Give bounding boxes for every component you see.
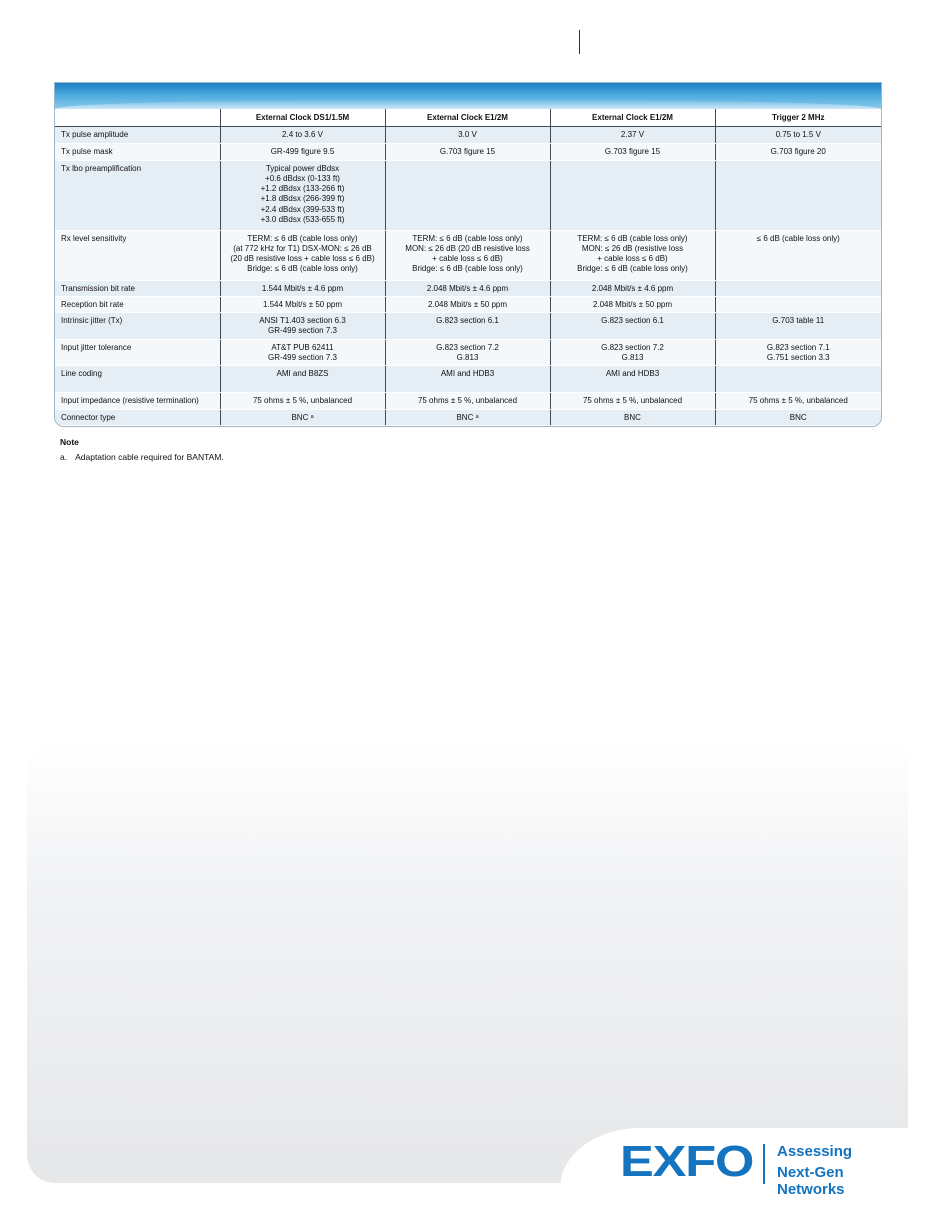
cell-line: G.823 section 7.2 [436, 342, 499, 352]
cell-line: (at 772 kHz for T1) DSX-MON: ≤ 26 dB [233, 243, 372, 253]
cell-line: G.813 [456, 353, 479, 363]
table-cell [385, 127, 550, 144]
table-cell [550, 230, 715, 280]
table-cell [385, 230, 550, 280]
table-cell [715, 409, 881, 425]
table-row [55, 144, 881, 160]
note-title: Note [60, 437, 79, 447]
note-marker: a. [60, 452, 68, 462]
table-cell [220, 230, 385, 280]
cell-line: 75 ohms ± 5 %, unbalanced [252, 396, 353, 406]
table-cell [385, 313, 550, 340]
logo-wordmark: EXFO [620, 1137, 754, 1186]
cell-line: G.823 section 7.1 [766, 342, 830, 352]
cell-line: +1.2 dBdsx (133-266 ft) [260, 184, 345, 194]
table-cell [715, 296, 881, 312]
row-label: Rx level sensitivity [55, 230, 220, 280]
cell-line: GR-499 section 7.3 [268, 353, 337, 363]
table-row [55, 366, 881, 393]
cell-line: AMI and HDB3 [440, 369, 495, 379]
cell-line: + cable loss ≤ 6 dB) [597, 254, 668, 264]
cell-line: 2.37 V [620, 130, 645, 140]
cell-line: G.703 figure 15 [439, 147, 496, 157]
cell-line: BNC [789, 412, 807, 422]
table-cell [220, 296, 385, 312]
cell-line: + cable loss ≤ 6 dB) [432, 254, 503, 264]
row-label: Intrinsic jitter (Tx) [55, 313, 220, 340]
table-cell [715, 393, 881, 409]
cell-line: G.813 [621, 353, 644, 363]
cell-line: AT&T PUB 62411 [271, 342, 334, 352]
cell-line: G.823 section 6.1 [436, 316, 499, 326]
table-cell [220, 393, 385, 409]
row-label: Connector type [55, 409, 220, 425]
table-cell [220, 144, 385, 160]
cell-line: +3.0 dBdsx (533-655 ft) [260, 215, 345, 225]
cell-line: AMI and HDB3 [605, 369, 660, 379]
table-row [55, 409, 881, 425]
cell-line: G.703 figure 15 [604, 147, 661, 157]
cell-line: +0.6 dBdsx (0-133 ft) [265, 173, 340, 183]
table-cell [550, 393, 715, 409]
column-header: Trigger 2 MHz [715, 109, 881, 127]
table-row [55, 127, 881, 144]
note-body: Adaptation cable required for BANTAM. [75, 452, 224, 462]
cell-line: TERM: ≤ 6 dB (cable loss only) [412, 233, 523, 243]
cell-line: 1.544 Mbit/s ± 4.6 ppm [261, 283, 344, 293]
cell-line: AMI and B8ZS [276, 369, 329, 379]
table-row [55, 313, 881, 340]
logo-divider [763, 1144, 765, 1184]
column-header [55, 109, 220, 127]
cell-line: 75 ohms ± 5 %, unbalanced [417, 396, 518, 406]
cell-line: BNC [624, 412, 641, 422]
table-body [55, 127, 881, 426]
cell-line: 1.544 Mbit/s ± 50 ppm [262, 299, 343, 309]
table-row [55, 339, 881, 366]
cell-line: +2.4 dBdsx (399-533 ft) [260, 204, 345, 214]
table-cell [550, 296, 715, 312]
cell-line: BNC ᵃ [456, 412, 479, 422]
row-label: Tx lbo preamplification [55, 160, 220, 230]
cell-line: 75 ohms ± 5 %, unbalanced [582, 396, 683, 406]
row-label: Input jitter tolerance [55, 339, 220, 366]
cell-line: ANSI T1.403 section 6.3 [259, 316, 346, 326]
table-row [55, 280, 881, 296]
table-cell [385, 296, 550, 312]
cell-line: 2.048 Mbit/s ± 4.6 ppm [426, 283, 509, 293]
table-cell [715, 339, 881, 366]
table-cell [715, 160, 881, 230]
table-cell [550, 409, 715, 425]
footer-panel [27, 742, 908, 1186]
table-cell [715, 144, 881, 160]
spec-table-panel [54, 82, 882, 427]
cell-line: Bridge: ≤ 6 dB (cable loss only) [577, 264, 688, 274]
cell-line: +1.8 dBdsx (266-399 ft) [260, 194, 345, 204]
cell-line: G.823 section 7.2 [601, 342, 664, 352]
cell-line: 2.048 Mbit/s ± 50 ppm [592, 299, 673, 309]
note-text [60, 452, 224, 462]
column-header: External Clock E1/2M [385, 109, 550, 127]
logo-tagline-line1: Assessing [777, 1143, 853, 1160]
cell-line: TERM: ≤ 6 dB (cable loss only) [247, 233, 358, 243]
table-cell [550, 313, 715, 340]
cell-line: 0.75 to 1.5 V [775, 130, 821, 140]
cell-line: GR-499 figure 9.5 [270, 147, 335, 157]
table-row [55, 296, 881, 312]
table-cell [550, 280, 715, 296]
cell-line: 2.4 to 3.6 V [282, 130, 323, 140]
cell-line: 2.048 Mbit/s ± 4.6 ppm [591, 283, 674, 293]
table-cell [220, 366, 385, 393]
cell-line: Typical power dBdsx [265, 163, 340, 173]
table-cell [715, 230, 881, 280]
table-cell [385, 339, 550, 366]
row-label: Reception bit rate [55, 296, 220, 312]
cell-line: 3.0 V [458, 130, 477, 140]
table-cell [385, 409, 550, 425]
table-header-band [55, 83, 881, 109]
row-label: Tx pulse mask [55, 144, 220, 160]
cell-line: 2.048 Mbit/s ± 50 ppm [427, 299, 508, 309]
column-header: External Clock DS1/1.5M [220, 109, 385, 127]
table-cell [715, 280, 881, 296]
table-cell [550, 127, 715, 144]
table-cell [715, 313, 881, 340]
row-label: Tx pulse amplitude [55, 127, 220, 144]
table-cell [220, 280, 385, 296]
cell-line: Bridge: ≤ 6 dB (cable loss only) [247, 264, 358, 274]
header-divider [579, 30, 580, 54]
table-cell [220, 160, 385, 230]
table-cell [550, 144, 715, 160]
table-cell [220, 127, 385, 144]
table-cell [385, 366, 550, 393]
table-cell [220, 313, 385, 340]
table-cell [715, 366, 881, 393]
cell-line: ≤ 6 dB (cable loss only) [756, 233, 840, 243]
table-cell [385, 160, 550, 230]
table-row [55, 160, 881, 230]
row-label: Input impedance (resistive termination) [55, 393, 220, 409]
cell-line: G.703 table 11 [772, 316, 825, 326]
cell-line: 75 ohms ± 5 %, unbalanced [748, 396, 848, 406]
spec-table [55, 109, 881, 426]
table-cell [385, 393, 550, 409]
table-cell [385, 144, 550, 160]
table-cell [220, 409, 385, 425]
table-cell [550, 160, 715, 230]
table-row [55, 393, 881, 409]
table-cell [550, 366, 715, 393]
table-cell [385, 280, 550, 296]
cell-line: BNC ᵃ [291, 412, 314, 422]
table-cell [715, 127, 881, 144]
cell-line: G.703 figure 20 [770, 147, 826, 157]
cell-line: MON: ≤ 26 dB (resistive loss [581, 243, 684, 253]
cell-line: TERM: ≤ 6 dB (cable loss only) [577, 233, 688, 243]
logo-tagline-line2: Next-Gen Networks [777, 1164, 845, 1198]
row-label: Line coding [55, 366, 220, 393]
cell-line: MON: ≤ 26 dB (20 dB resistive loss [405, 243, 530, 253]
column-header: External Clock E1/2M [550, 109, 715, 127]
table-cell [550, 339, 715, 366]
cell-line: G.823 section 6.1 [601, 316, 664, 326]
table-row [55, 230, 881, 280]
cell-line: Bridge: ≤ 6 dB (cable loss only) [412, 264, 523, 274]
exfo-logo [620, 1137, 910, 1198]
table-cell [220, 339, 385, 366]
cell-line: (20 dB resistive loss + cable loss ≤ 6 dB) [230, 254, 375, 264]
cell-line: G.751 section 3.3 [766, 353, 830, 363]
row-label: Transmission bit rate [55, 280, 220, 296]
table-header-row [55, 109, 881, 127]
cell-line: GR-499 section 7.3 [268, 326, 337, 336]
